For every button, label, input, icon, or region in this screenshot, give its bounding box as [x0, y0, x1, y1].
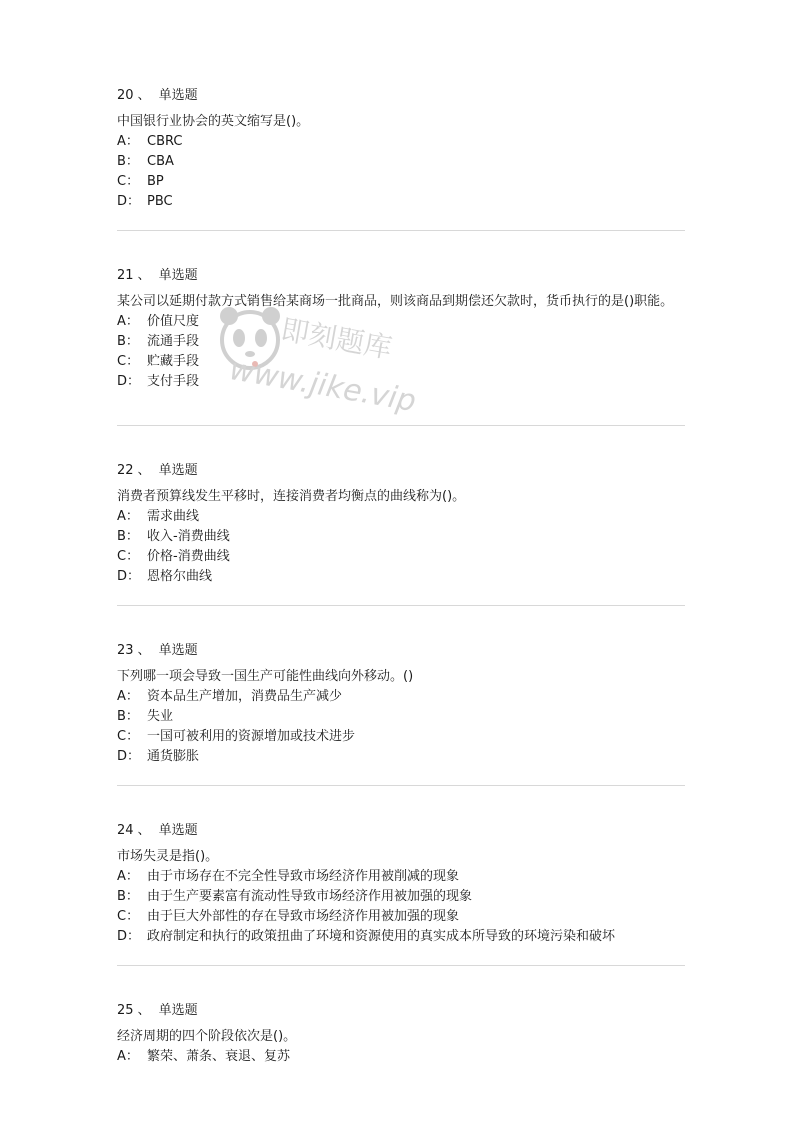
- option-a: [117, 312, 685, 332]
- option-text: CBRC: [147, 134, 183, 149]
- question-separator: 、: [137, 1003, 151, 1018]
- option-key: A：: [117, 509, 139, 524]
- option-c: [117, 547, 685, 567]
- option-key: D：: [117, 749, 141, 764]
- divider: [117, 785, 685, 786]
- question-type: 单选题: [158, 88, 198, 103]
- question-number: 25: [117, 1003, 134, 1018]
- question-header: [117, 266, 685, 286]
- question-25: [117, 1001, 685, 1067]
- option-text: 价格-消费曲线: [147, 549, 230, 564]
- option-key: A：: [117, 689, 139, 704]
- question-separator: 、: [137, 268, 151, 283]
- question-24: [117, 821, 685, 947]
- option-key: C：: [117, 354, 140, 369]
- option-b: [117, 152, 685, 172]
- divider: [117, 230, 685, 231]
- question-number: 22: [117, 463, 134, 478]
- question-stem: 下列哪一项会导致一国生产可能性曲线向外移动。(): [117, 669, 414, 684]
- option-c: [117, 727, 685, 747]
- question-type: 单选题: [158, 268, 198, 283]
- question-22: [117, 461, 685, 587]
- option-text: 由于市场存在不完全性导致市场经济作用被削减的现象: [147, 869, 460, 884]
- option-key: A：: [117, 134, 139, 149]
- option-key: A：: [117, 1049, 139, 1064]
- option-key: D：: [117, 194, 141, 209]
- question-header: [117, 461, 685, 481]
- option-b: [117, 887, 685, 907]
- option-a: [117, 687, 685, 707]
- option-a: [117, 507, 685, 527]
- option-c: [117, 172, 685, 192]
- question-type: 单选题: [158, 643, 198, 658]
- question-separator: 、: [137, 823, 151, 838]
- option-d: [117, 927, 685, 947]
- question-number: 21: [117, 268, 134, 283]
- question-stem: 市场失灵是指()。: [117, 849, 219, 864]
- question-header: [117, 1001, 685, 1021]
- option-text: 贮藏手段: [147, 354, 200, 369]
- option-a: [117, 867, 685, 887]
- option-c: [117, 352, 685, 372]
- option-key: C：: [117, 549, 140, 564]
- question-21: [117, 266, 685, 392]
- option-text: 恩格尔曲线: [147, 569, 213, 584]
- option-text: 繁荣、萧条、衰退、复苏: [147, 1049, 291, 1064]
- option-b: [117, 332, 685, 352]
- option-text: 资本品生产增加，消费品生产减少: [147, 689, 343, 704]
- option-key: B：: [117, 889, 139, 904]
- option-text: 通货膨胀: [147, 749, 200, 764]
- option-text: 需求曲线: [147, 509, 200, 524]
- question-header: [117, 641, 685, 661]
- option-text: BP: [147, 174, 164, 189]
- question-stem: 某公司以延期付款方式销售给某商场一批商品，则该商品到期偿还欠款时，货币执行的是()职能。: [117, 294, 674, 309]
- question-number: 24: [117, 823, 134, 838]
- option-key: A：: [117, 314, 139, 329]
- question-type: 单选题: [158, 463, 198, 478]
- option-key: B：: [117, 709, 139, 724]
- question-23: [117, 641, 685, 767]
- option-text: 由于巨大外部性的存在导致市场经济作用被加强的现象: [147, 909, 460, 924]
- option-key: C：: [117, 909, 140, 924]
- option-key: C：: [117, 174, 140, 189]
- question-number: 20: [117, 88, 134, 103]
- option-text: 支付手段: [147, 374, 200, 389]
- option-d: [117, 747, 685, 767]
- option-key: D：: [117, 929, 141, 944]
- question-number: 23: [117, 643, 134, 658]
- question-stem: 中国银行业协会的英文缩写是()。: [117, 114, 310, 129]
- watermark-url: www.jike.vip: [226, 352, 419, 420]
- option-text: 收入-消费曲线: [147, 529, 230, 544]
- question-header: [117, 821, 685, 841]
- option-text: 由于生产要素富有流动性导致市场经济作用被加强的现象: [147, 889, 473, 904]
- question-20: [117, 86, 685, 212]
- question-stem: 经济周期的四个阶段依次是()。: [117, 1029, 297, 1044]
- option-text: 一国可被利用的资源增加或技术进步: [147, 729, 356, 744]
- option-text: PBC: [147, 194, 173, 209]
- option-c: [117, 907, 685, 927]
- option-key: B：: [117, 529, 139, 544]
- option-key: D：: [117, 569, 141, 584]
- option-b: [117, 707, 685, 727]
- option-text: 失业: [147, 709, 174, 724]
- question-separator: 、: [137, 88, 151, 103]
- option-d: [117, 567, 685, 587]
- question-separator: 、: [137, 643, 151, 658]
- option-b: [117, 527, 685, 547]
- question-stem: 消费者预算线发生平移时，连接消费者均衡点的曲线称为()。: [117, 489, 466, 504]
- option-text: 流通手段: [147, 334, 200, 349]
- option-key: A：: [117, 869, 139, 884]
- question-type: 单选题: [158, 1003, 198, 1018]
- option-text: 政府制定和执行的政策扭曲了环境和资源使用的真实成本所导致的环境污染和破坏: [147, 929, 616, 944]
- question-header: [117, 86, 685, 106]
- option-key: B：: [117, 334, 139, 349]
- question-separator: 、: [137, 463, 151, 478]
- option-key: B：: [117, 154, 139, 169]
- question-type: 单选题: [158, 823, 198, 838]
- option-a: [117, 1047, 685, 1067]
- option-d: [117, 192, 685, 212]
- option-text: CBA: [147, 154, 174, 169]
- option-d: [117, 372, 685, 392]
- option-key: D：: [117, 374, 141, 389]
- divider: [117, 965, 685, 966]
- option-key: C：: [117, 729, 140, 744]
- divider: [117, 425, 685, 426]
- option-a: [117, 132, 685, 152]
- divider: [117, 605, 685, 606]
- watermark-brand: 即刻题库: [278, 312, 395, 365]
- option-text: 价值尺度: [147, 314, 200, 329]
